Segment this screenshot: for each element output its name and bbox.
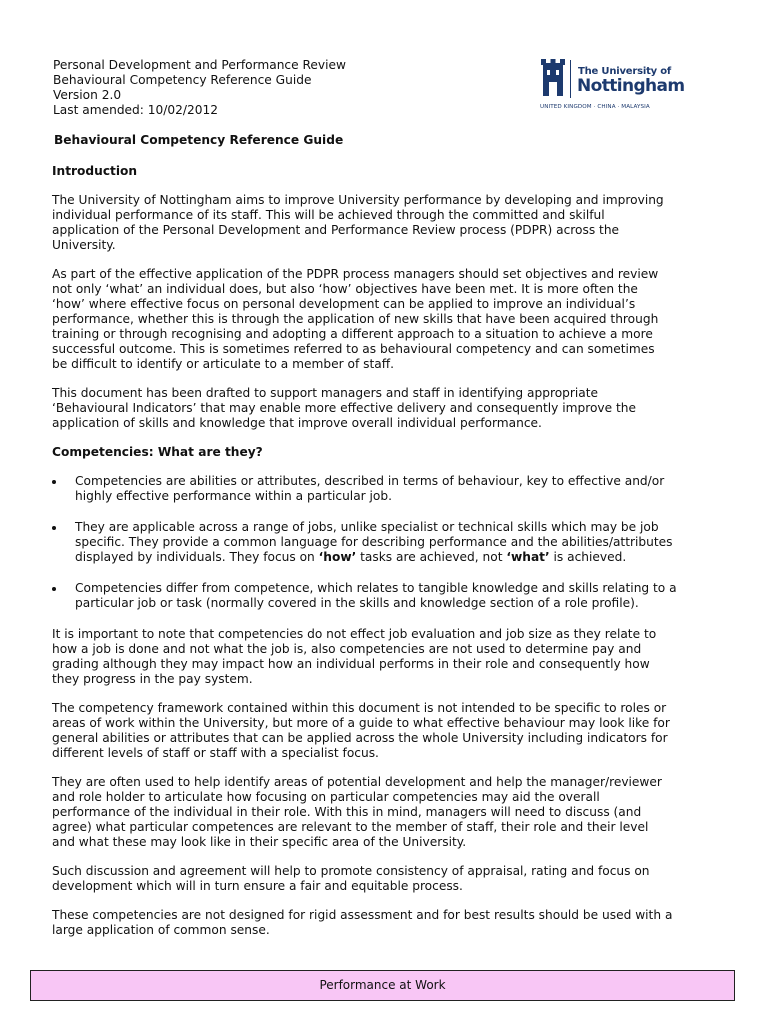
list-item: Competencies differ from competence, which relates to tangible knowledge and skills relating to a particular job or task (normally covered in the skills and knowledge section of a role profile). [52, 581, 717, 611]
emphasis-how: ‘how’ [318, 550, 357, 564]
document-title: Behavioural Competency Reference Guide [54, 133, 344, 147]
logo-separator [570, 60, 571, 98]
page-footer [30, 970, 735, 1001]
competencies-heading: Competencies: What are they? [52, 445, 263, 459]
logo-text-nottingham: Nottingham [577, 76, 685, 96]
paragraph-consistency: Such discussion and agreement will help to promote consistency of appraisal, rating and focus on development which will in turn ensure a fair and equitable process. [52, 864, 650, 893]
competency-bullet-list [52, 474, 717, 611]
bullet-icon [52, 526, 56, 530]
paragraph-framework: The competency framework contained within this document is not intended to be specific to roles or areas of work within the University, but more of a guide to what effective behaviour may look like for general abilities or attributes that can be applied across the whole University including indicators for different levels of staff or staff with a specialist focus. [52, 701, 670, 760]
document-header [53, 58, 346, 118]
logo-text-campuses: UNITED KINGDOM · CHINA · MALAYSIA [540, 104, 650, 110]
paragraph-job-evaluation: It is important to note that competencies do not effect job evaluation and job size as they relate to how a job is done and not what the job is, also competencies are not used to determine pay and grading although they may impact how an individual performs in their role and consequently how they progress in the pay system. [52, 627, 657, 686]
header-line-guide: Behavioural Competency Reference Guide [53, 73, 312, 87]
bullet-icon [52, 587, 56, 591]
castle-crest-icon [540, 58, 566, 98]
list-item: Competencies are abilities or attributes, described in terms of behaviour, key to effective and/or highly effective performance within a particular job. [52, 474, 717, 504]
header-line-amended: Last amended: 10/02/2012 [53, 103, 219, 117]
logo-text-the-university-of: The University of [578, 66, 672, 77]
list-item: They are applicable across a range of jobs, unlike specialist or technical skills which may be job specific. They provide a common language for describing performance and the abilities/attributes displayed by individuals. They focus on ‘how’ tasks are achieved, not ‘what’ is achieved. [52, 520, 717, 565]
paragraph-common-sense: These competencies are not designed for rigid assessment and for best results should be used with a large application of common sense. [52, 908, 673, 937]
paragraph-development: They are often used to help identify areas of potential development and help the manager/reviewer and role holder to articulate how focusing on particular competencies may aid the overall performance of the individual in their role. With this in mind, managers will need to discuss (and agree) what particular competences are relevant to the member of staff, their role and their level and what these may look like in their specific area of the University. [52, 775, 662, 849]
emphasis-what: ‘what’ [506, 550, 550, 564]
intro-paragraph-1: The University of Nottingham aims to improve University performance by developing and improving individual performance of its staff. This will be achieved through the committed and skilful application of the Personal Development and Performance Review process (PDPR) across the University. [52, 193, 664, 252]
bullet-icon [52, 480, 56, 484]
header-line-version: Version 2.0 [53, 88, 122, 102]
university-logo [540, 58, 690, 116]
intro-paragraph-3: This document has been drafted to support managers and staff in identifying appropriate ‘Behavioural Indicators’ that may enable more effective delivery and consequently improve the application of skills and knowledge that improve overall individual performance. [52, 386, 636, 430]
footer-label: Performance at Work [319, 978, 446, 992]
introduction-heading: Introduction [52, 164, 138, 178]
document-body [52, 133, 717, 952]
intro-paragraph-2: As part of the effective application of the PDPR process managers should set objectives and review not only ‘what’ an individual does, but also ‘how’ objectives have been met. It is more often the ‘how’ where effective focus on personal development can be applied to improve an individual’s performance, whether this is through the application of new skills that have been acquired through training or through recognising and adopting a different approach to a situation to achieve a more successful outcome. This is sometimes referred to as behavioural competency and can sometimes be difficult to identify or articulate to a member of staff. [52, 267, 659, 371]
header-line-title: Personal Development and Performance Review [53, 58, 346, 72]
